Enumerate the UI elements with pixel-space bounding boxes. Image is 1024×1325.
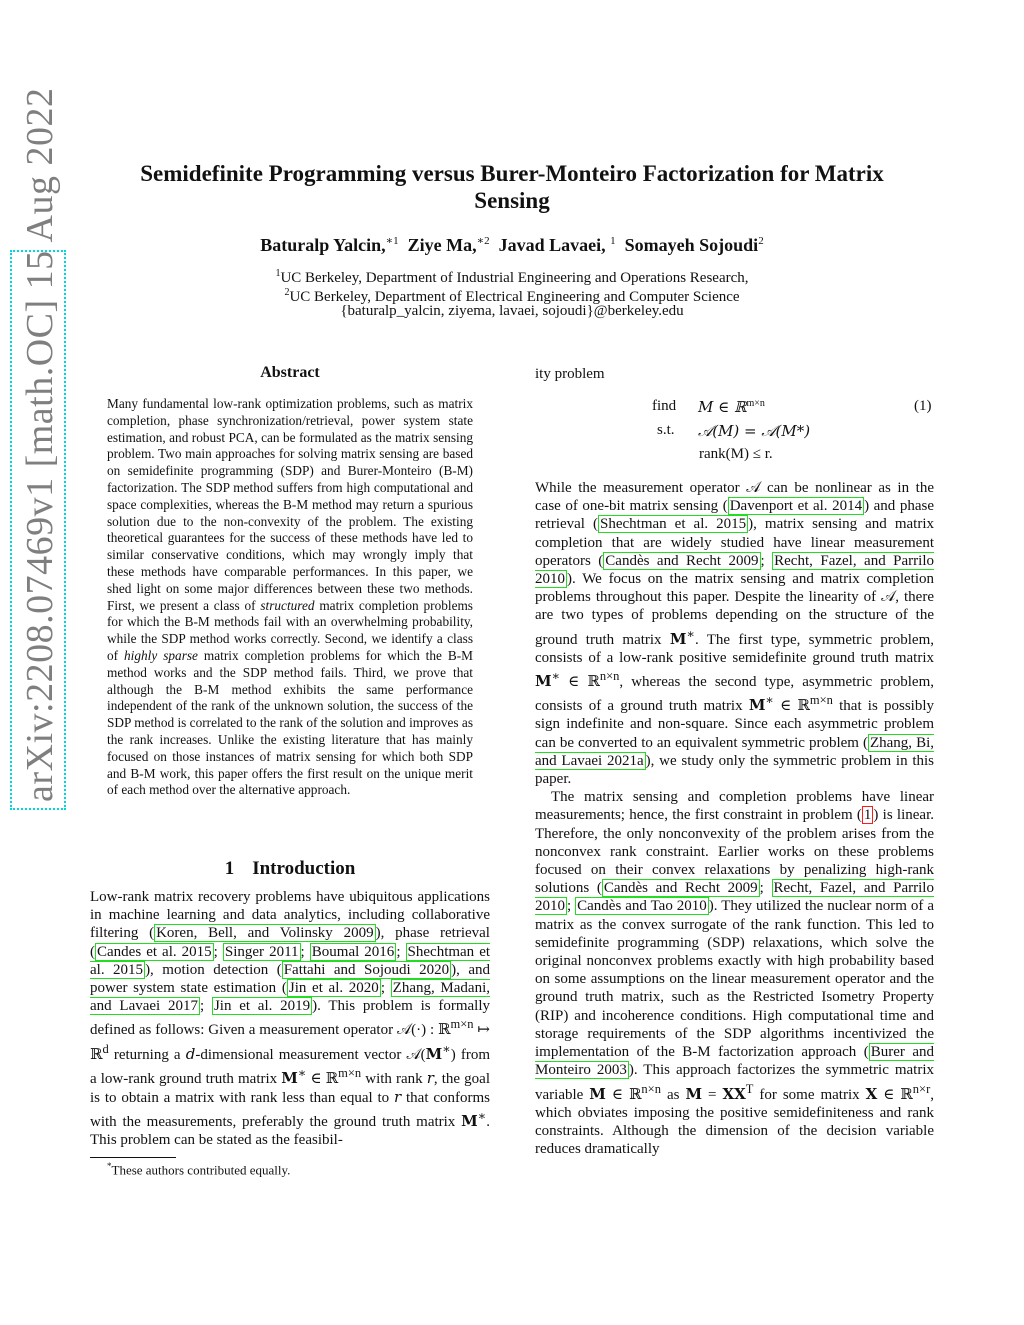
body-text: , whereas the second type, asymmetric problem, consists of a ground truth matrix xyxy=(535,674,934,715)
body-text: as xyxy=(660,1086,686,1103)
abstract-text: Many fundamental low-rank optimization problems, such as matrix completion, phase synchronization/retrieval, power system state estimation, and robust PCA, can be formulated as the matrix sensing problem. Two main approaches for solving matrix sensing are based on semidefinite programming (SDP) and Burer-Monteiro (B-M) factorization. The SDP method suffers from high computational and space complexities, whereas the B-M method may return a spurious solution due to the non-convexity of the problem. The existing theoretical guarantees for the success of these methods have led to similar conservative conditions, which may wrongly imply that these methods have comparable performances. In this paper, we shed light on some major differences between these two methods. First, we present a class of xyxy=(107,396,473,613)
body-text: with rank xyxy=(361,1070,427,1087)
footnote-mark: * xyxy=(107,1161,112,1171)
introduction-paragraph xyxy=(90,888,490,1150)
body-text: . This problem can be stated as the feasibil- xyxy=(90,1114,490,1149)
eq-st-label: s.t. xyxy=(657,422,675,438)
citation-link[interactable]: Candès and Recht 2009 xyxy=(605,552,759,569)
affil-mark: 2 xyxy=(284,287,290,298)
affil-text: UC Berkeley, Department of Electrical Engineering and Computer Science xyxy=(289,289,740,305)
abstract-emphasis: structured xyxy=(260,597,315,613)
eq-expr: M ∈ ℝ xyxy=(698,398,747,416)
section-heading-introduction xyxy=(90,858,490,880)
citation-link[interactable]: Zhang, Bi, and Lavaei 2021a xyxy=(535,734,934,769)
arxiv-identifier[interactable]: arXiv:2208.07469v1 [math.OC] 15 Aug 2022 xyxy=(10,250,66,810)
body-text: that is possibly sign indefinite and non-square. Since each asymmetric problem can be converted to an equivalent symmetric problem ( xyxy=(535,698,935,751)
section-title: Introduction xyxy=(252,858,356,879)
body-text: ) from a low-rank ground truth matrix xyxy=(90,1046,491,1087)
author-name: Ziye Ma, xyxy=(407,235,477,255)
citation-link[interactable]: Jin et al. 2019 xyxy=(213,998,311,1015)
body-text: ). This problem is formally defined as follows: Given a measurement operator 𝒜(·) : ℝ xyxy=(90,998,490,1039)
body-text: ). This approach factorizes the symmetric matrix variable xyxy=(535,1062,935,1103)
citation-link[interactable]: Burer and Monteiro 2003 xyxy=(535,1044,935,1079)
body-text: ; xyxy=(567,898,576,915)
math-superscript: n×n xyxy=(599,669,620,684)
citation-link[interactable]: Candès and Tao 2010 xyxy=(577,898,707,915)
citation-link[interactable]: Davenport et al. 2014 xyxy=(729,498,863,515)
body-text: that conforms with the measurements, preferably the ground truth matrix xyxy=(90,1090,490,1131)
citation-link[interactable]: Shechtman et al. 2015 xyxy=(600,516,747,533)
math-matrix-symbol: M xyxy=(669,629,687,648)
author-affil-mark: ∗2 xyxy=(476,235,490,247)
equation-number: (1) xyxy=(914,398,932,414)
abstract-heading: Abstract xyxy=(260,364,320,381)
citation-link[interactable]: Candes et al. 2015 xyxy=(97,943,212,960)
body-text: ; xyxy=(200,998,212,1015)
math-superscript: d xyxy=(102,1041,109,1056)
right-column-lead: ity problem xyxy=(535,366,605,382)
abstract-text: matrix completion problems for which the B-M methods fail with an overwhelming probability, while the SDP method works correctly. Second, we identify a class of xyxy=(107,597,473,663)
author-name: Javad Lavaei, xyxy=(498,235,606,255)
title-line-1: Semidefinite Programming versus Burer-Monteiro Factorization for Matrix xyxy=(140,161,884,186)
body-text: ), matrix sensing and matrix completion that are widely studied have linear measurement operators ( xyxy=(535,516,934,569)
citation-link[interactable]: Shechtman et al. 2015 xyxy=(90,943,491,978)
right-column-body xyxy=(535,479,934,1158)
paragraph-1 xyxy=(535,479,934,788)
math-matrix-symbol: M xyxy=(589,1084,606,1103)
body-text: ). We focus on the matrix sensing and matrix completion problems throughout this paper. Despite the linearity of 𝒜, there are two types of problems depending on the structure of the ground truth matrix xyxy=(535,571,934,648)
math-matrix-symbol: M xyxy=(281,1068,298,1087)
citation-link[interactable]: Fattahi and Sojoudi 2020 xyxy=(283,961,450,978)
math-superscript: T xyxy=(745,1081,754,1096)
math-superscript: ∗ xyxy=(686,626,695,641)
body-text: ∈ ℝ xyxy=(877,1086,913,1103)
math-superscript: ∗ xyxy=(477,1109,487,1124)
math-superscript: ∗ xyxy=(297,1065,307,1080)
eq-constraint: 𝒜(M) = 𝒜(M*) xyxy=(698,422,811,440)
paper-title xyxy=(100,160,924,214)
body-text: -dimensional measurement vector 𝒜( xyxy=(195,1046,426,1063)
author-list xyxy=(100,234,924,256)
citation-link[interactable]: Koren, Bell, and Volinsky 2009 xyxy=(156,925,374,942)
math-symbol: r xyxy=(426,1068,434,1087)
eq-find-label: find xyxy=(652,398,677,414)
body-text: ; xyxy=(380,980,391,997)
body-text: returning a xyxy=(108,1046,186,1063)
body-text: ↦ ℝ xyxy=(90,1022,490,1063)
math-matrix-symbol: XX xyxy=(722,1084,746,1103)
body-text: ∈ ℝ xyxy=(560,674,600,691)
body-text: , the goal is to obtain a matrix with rank less than equal to xyxy=(90,1070,490,1107)
body-text: ; xyxy=(300,943,310,960)
math-superscript: n×r xyxy=(912,1081,931,1096)
math-superscript: ∗ xyxy=(442,1041,451,1056)
eq-find-expr xyxy=(698,398,765,417)
citation-link[interactable]: Boumal 2016 xyxy=(311,943,395,960)
math-matrix-symbol: M xyxy=(685,1084,703,1103)
author-name: Somayeh Sojoudi xyxy=(624,235,759,255)
math-superscript: m×n xyxy=(746,398,765,409)
body-text: ; xyxy=(213,943,223,960)
citation-link[interactable]: Recht, Fazel, and Parrilo 2010 xyxy=(535,880,934,915)
body-text: ). They utilized the nuclear norm of a matrix as the convex surrogate of the rank function. This led to semidefinite programming (SDP) relaxations, which solve the original nonconvex problems exactly with high probability based on some assumptions on the linear measurement operator and the ground truth matrix, such as the Restricted Isometry Property (RIP) and incoherence conditions. High computational time and storage requirements of the SDP algorithms incentivized the implementation of the B-M factorization approach ( xyxy=(535,898,934,1061)
citation-link[interactable]: Zhang, Madani, and Lavaei 2017 xyxy=(90,980,490,1015)
citation-link[interactable]: Recht, Fazel, and Parrilo 2010 xyxy=(535,552,934,588)
author-emails: {baturalp_yalcin, ziyema, lavaei, sojoudi}@berkeley.edu xyxy=(340,303,684,319)
math-matrix-symbol: M xyxy=(535,672,552,691)
body-text: ), and power system state estimation ( xyxy=(90,961,491,997)
body-text: Low-rank matrix recovery problems have ubiquitous applications in machine learning and data analytics, including collaborative filtering ( xyxy=(90,889,490,942)
body-text: ; xyxy=(760,552,773,569)
body-text: ), motion detection ( xyxy=(145,961,282,978)
abstract-body xyxy=(107,396,473,799)
math-matrix-symbol: X xyxy=(865,1084,878,1103)
paragraph-2 xyxy=(535,788,934,1158)
author-affil-mark: 2 xyxy=(758,235,764,247)
footnote-rule xyxy=(90,1157,176,1158)
body-text: ) is linear. Therefore, the only nonconvexity of the problem arises from the nonconvex rank constraint. Earlier works on these problems focused on their convex relaxations by penalizing high-rank solutions ( xyxy=(535,807,935,897)
citation-link[interactable]: Singer 2011 xyxy=(224,943,299,960)
citation-link[interactable]: Candès and Recht 2009 xyxy=(603,880,758,897)
eq-rank-constraint: rank(M) ≤ r. xyxy=(699,446,773,462)
math-superscript: m×n xyxy=(450,1017,474,1032)
math-superscript: ∗ xyxy=(551,669,561,684)
body-text: ∈ ℝ xyxy=(773,698,810,715)
author-affil-mark: 1 xyxy=(610,235,616,247)
body-text: , which obviates imposing the positive semidefiniteness and rank constraints. Although the dimension of the decision variable reduces dramatically xyxy=(535,1086,934,1158)
math-superscript: ∗ xyxy=(765,693,774,708)
body-text: ), we study only the symmetric problem in this paper. xyxy=(535,752,934,788)
section-number: 1 xyxy=(224,858,235,879)
body-text: = xyxy=(702,1086,723,1103)
abstract-text: matrix completion problems for which the B-M method works and the SDP method fails. Third, we prove that although the B-M method exhibits the same performance independent of the rank of the unknown solution, the success of the SDP method is correlated to the rank of the solution and improves as the rank increases. Unlike the existing literature that has mainly focused on those instances of matrix sensing for which both SDP and B-M work, this paper offers the first result on the unique merit of each method over the alternative approach. xyxy=(107,647,473,798)
math-symbol: d xyxy=(185,1044,196,1063)
author-affil-mark: ∗1 xyxy=(385,235,399,247)
citation-link[interactable]: Jin et al. 2020 xyxy=(288,980,379,997)
math-matrix-symbol: M xyxy=(748,696,766,715)
body-text: for some matrix xyxy=(753,1086,866,1103)
math-superscript: n×n xyxy=(641,1081,661,1096)
abstract-emphasis: highly sparse xyxy=(124,647,198,663)
body-text: ∈ ℝ xyxy=(605,1086,642,1103)
body-text: The matrix sensing and completion problems have linear measurements; hence, the first constraint in problem ( xyxy=(535,789,934,824)
body-text: ), phase retrieval ( xyxy=(90,925,490,960)
affil-mark: 1 xyxy=(275,268,281,279)
footnote-text: These authors contributed equally. xyxy=(111,1162,291,1178)
body-text: . The first type, symmetric problem, consists of a low-rank positive semidefinite ground truth matrix xyxy=(535,631,935,666)
equation-ref-link[interactable]: 1 xyxy=(863,807,872,824)
math-symbol: r xyxy=(394,1088,402,1107)
math-matrix-symbol: M xyxy=(461,1112,478,1131)
footnote xyxy=(107,1161,290,1178)
math-matrix-symbol: M xyxy=(425,1044,443,1063)
body-text: ; xyxy=(759,880,772,897)
body-text: ; xyxy=(396,943,406,960)
author-name: Baturalp Yalcin, xyxy=(260,235,386,255)
body-text: ) and phase retrieval ( xyxy=(535,498,934,533)
title-line-2: Sensing xyxy=(474,188,550,213)
math-superscript: m×n xyxy=(338,1065,362,1080)
affil-text: UC Berkeley, Department of Industrial Engineering and Operations Research, xyxy=(280,270,749,286)
body-text: ∈ ℝ xyxy=(306,1070,339,1087)
math-superscript: m×n xyxy=(809,693,833,708)
body-text: While the measurement operator 𝒜 can be nonlinear as in the case of one-bit matrix sensing ( xyxy=(535,480,934,515)
